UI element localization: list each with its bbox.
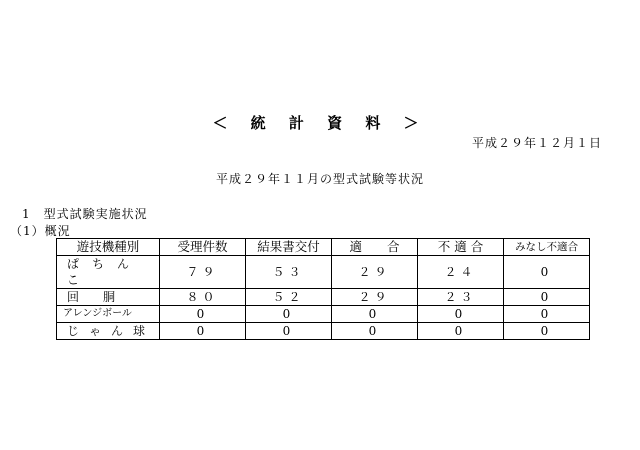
cell-deemed: 0: [504, 256, 590, 289]
cell-nonconforming: 0: [418, 306, 504, 323]
cell-accepted: 0: [160, 323, 246, 340]
column-header-issued: 結果書交付: [246, 239, 332, 256]
column-header-nonconforming: 不 適 合: [418, 239, 504, 256]
table-header-row: [57, 239, 590, 256]
table-row: [57, 306, 590, 323]
cell-issued: ５３: [246, 256, 332, 289]
column-header-accepted: 受理件数: [160, 239, 246, 256]
table-row: [57, 323, 590, 340]
statistics-table: [56, 238, 590, 340]
table-row: [57, 289, 590, 306]
cell-accepted: ７９: [160, 256, 246, 289]
cell-accepted: 0: [160, 306, 246, 323]
row-type: ぱちんこ: [57, 256, 160, 289]
cell-nonconforming: ２４: [418, 256, 504, 289]
cell-conforming: 0: [332, 306, 418, 323]
table-row: [57, 256, 590, 289]
cell-nonconforming: 0: [418, 323, 504, 340]
document-date: 平成２９年１２月１日: [471, 136, 602, 150]
cell-issued: 0: [246, 306, 332, 323]
cell-issued: 0: [246, 323, 332, 340]
row-type: 回 胴: [57, 289, 160, 306]
cell-conforming: 0: [332, 323, 418, 340]
document-subtitle: 平成２９年１１月の型式試験等状況: [215, 172, 424, 186]
cell-conforming: ２９: [332, 256, 418, 289]
cell-accepted: ８０: [160, 289, 246, 306]
section-subheading: （1）概況: [10, 224, 71, 238]
cell-deemed: 0: [504, 306, 590, 323]
section-heading: 1 型式試験実施状況: [22, 207, 148, 221]
cell-deemed: 0: [504, 323, 590, 340]
row-type: じゃん球: [57, 323, 160, 340]
cell-deemed: 0: [504, 289, 590, 306]
row-type: アレンジボール: [57, 306, 160, 323]
document-title: ＜ 統 計 資 料 ＞: [212, 114, 428, 132]
cell-nonconforming: ２３: [418, 289, 504, 306]
cell-issued: ５２: [246, 289, 332, 306]
column-header-deemed: みなし不適合: [504, 239, 590, 256]
column-header-conforming: 適 合: [332, 239, 418, 256]
column-header-type: 遊技機種別: [57, 239, 160, 256]
cell-conforming: ２９: [332, 289, 418, 306]
